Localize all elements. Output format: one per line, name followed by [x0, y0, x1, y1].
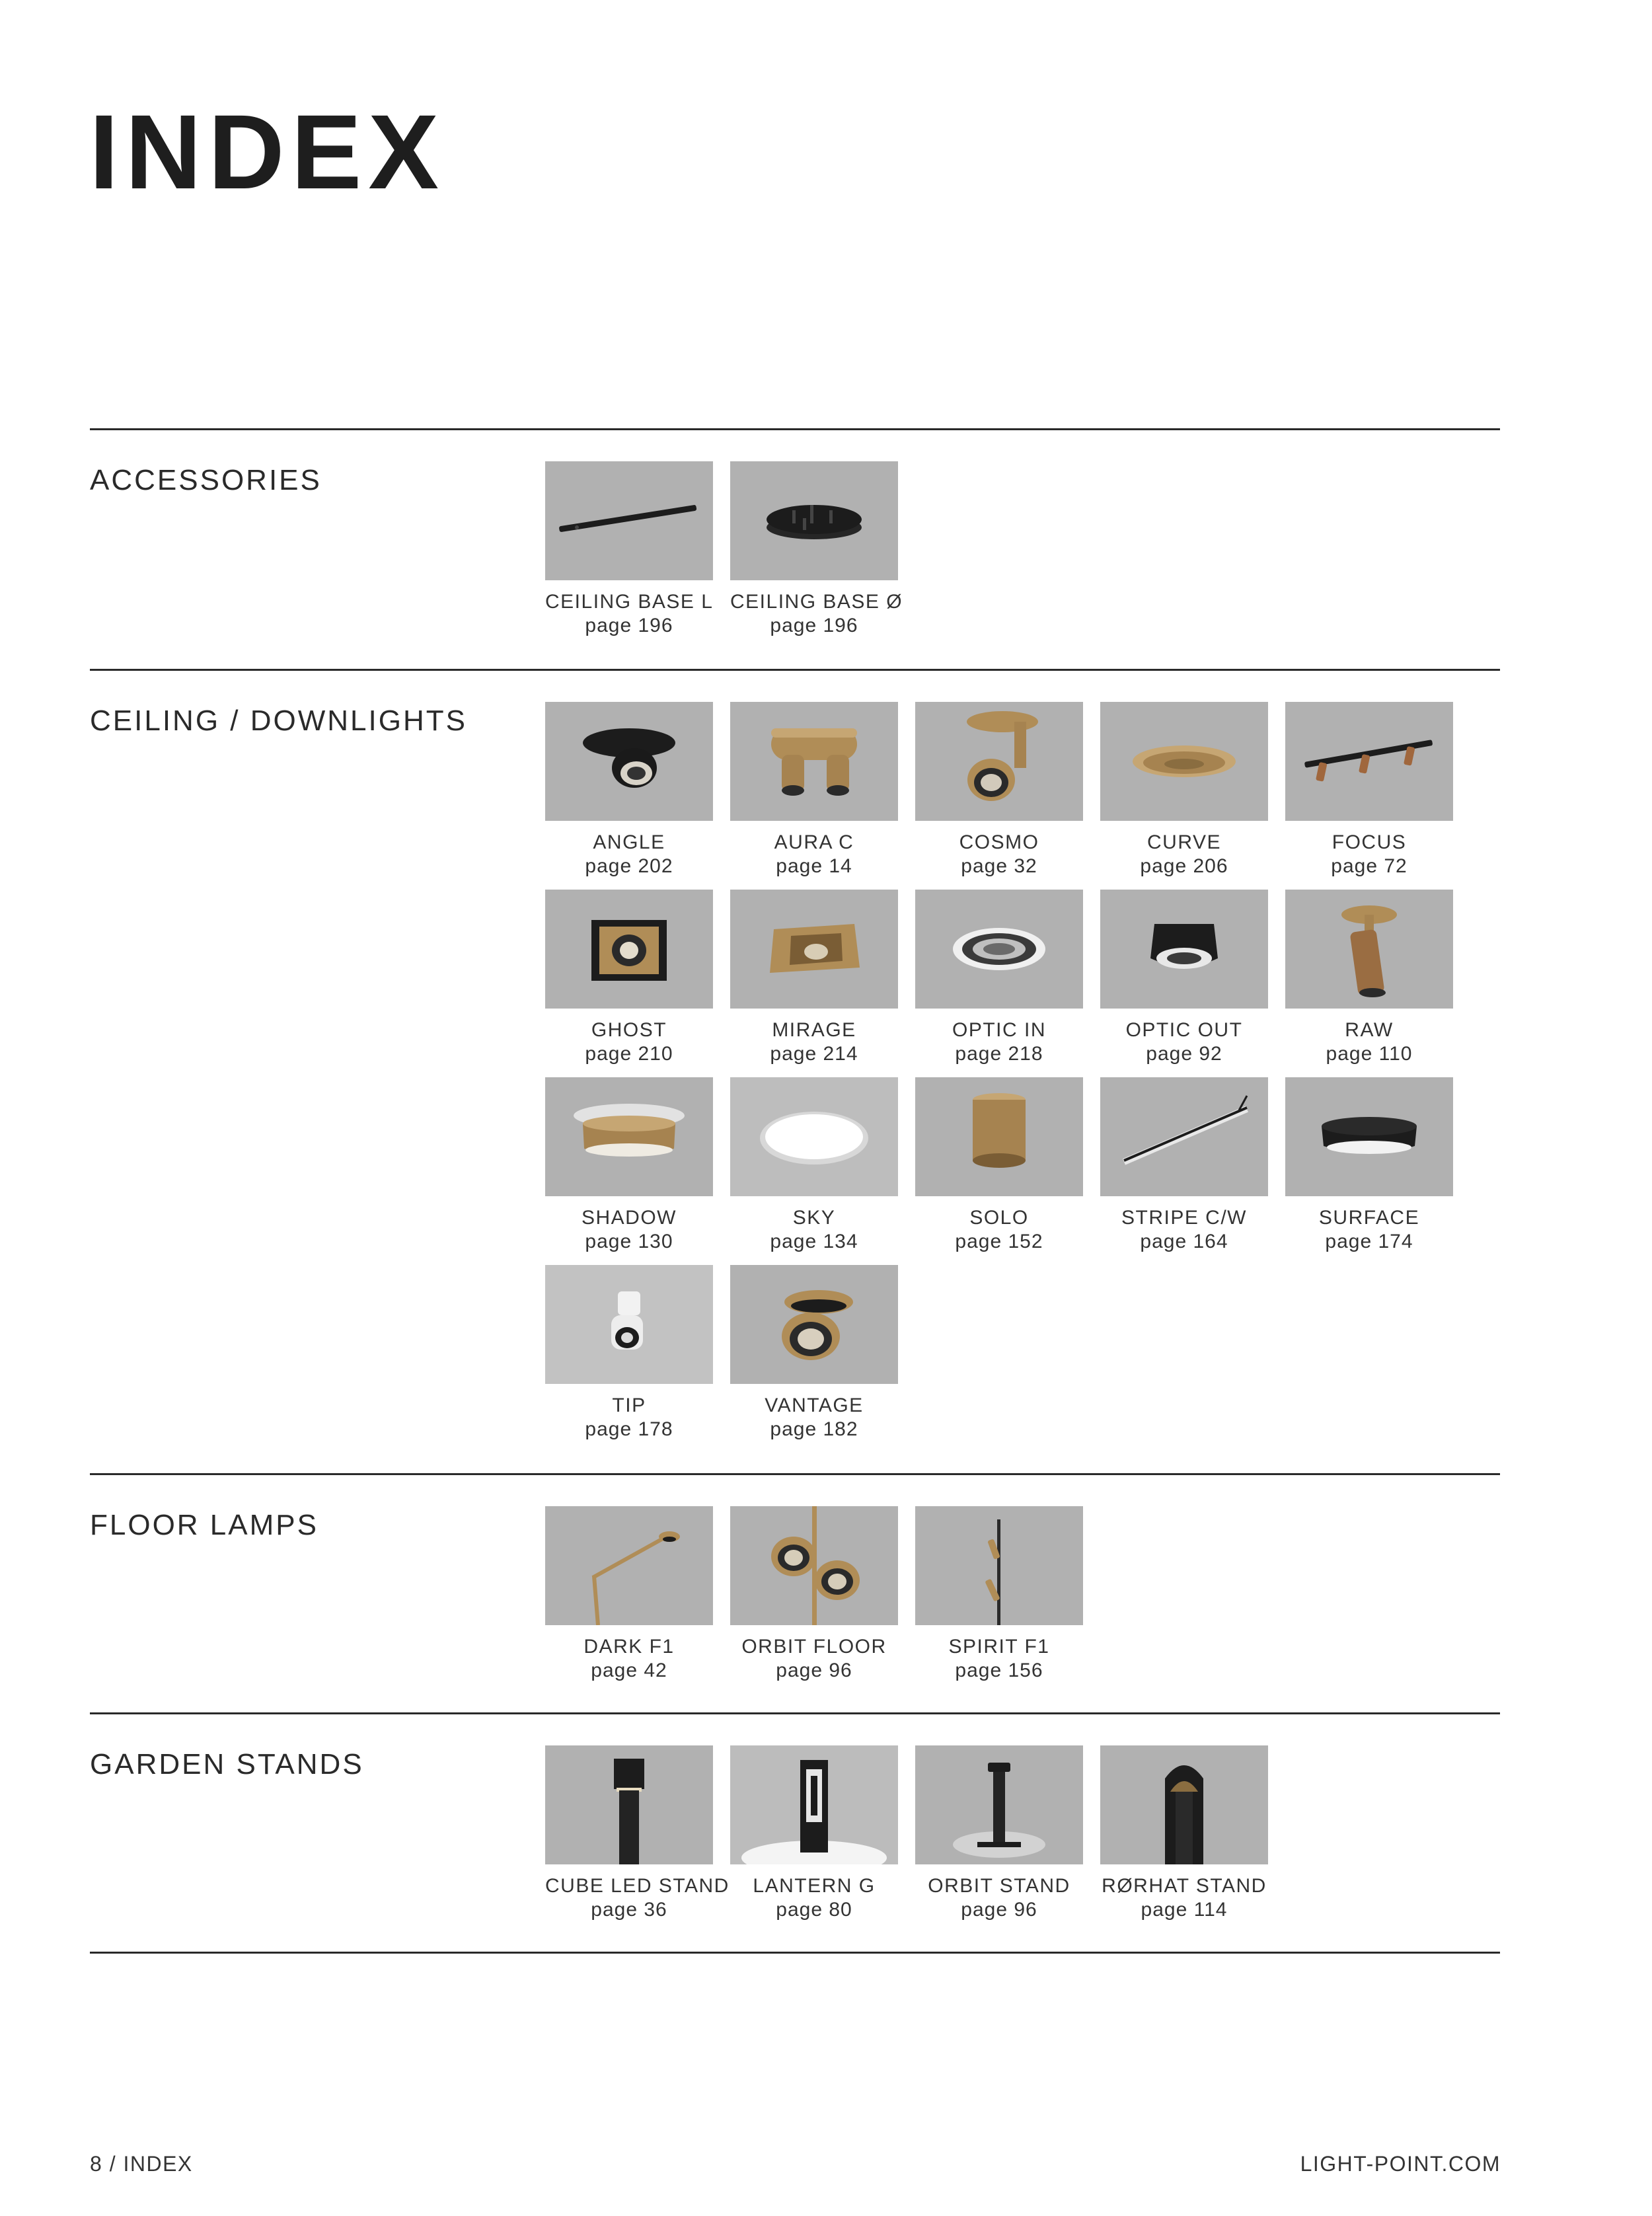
optic-out-lamp-icon — [1100, 890, 1268, 1009]
ceiling-base-l-icon — [545, 461, 713, 580]
product-name: OPTIC OUT — [1125, 1019, 1243, 1041]
product-page: page 80 — [776, 1899, 852, 1921]
product-name: SURFACE — [1318, 1207, 1420, 1229]
page-title: INDEX — [89, 93, 445, 211]
product-thumbnail — [1100, 1745, 1268, 1864]
raw-lamp-icon — [1285, 890, 1453, 1009]
product-name: SPIRIT F1 — [948, 1636, 1050, 1658]
product-thumbnail — [915, 1077, 1083, 1196]
product-page: page 14 — [776, 855, 852, 877]
product-tile[interactable] — [1100, 1077, 1268, 1254]
product-thumbnail — [1100, 702, 1268, 821]
section-title-ceiling-downlights: CEILING / DOWNLIGHTS — [90, 705, 467, 737]
product-name: GHOST — [591, 1019, 667, 1041]
ghost-lamp-icon — [545, 890, 713, 1009]
product-name: DARK F1 — [583, 1636, 675, 1658]
product-tile[interactable] — [730, 1506, 898, 1683]
product-page: page 36 — [591, 1899, 667, 1921]
surface-lamp-icon — [1285, 1077, 1453, 1196]
product-thumbnail — [1285, 1077, 1453, 1196]
optic-in-lamp-icon — [915, 890, 1083, 1009]
product-page: page 156 — [955, 1660, 1043, 1681]
mirage-lamp-icon — [730, 890, 898, 1009]
product-thumbnail — [1285, 890, 1453, 1009]
product-tile[interactable] — [545, 702, 713, 878]
sky-lamp-icon — [730, 1077, 898, 1196]
product-name: STRIPE C/W — [1121, 1207, 1247, 1229]
product-name: OPTIC IN — [952, 1019, 1046, 1041]
product-page: page 178 — [585, 1418, 673, 1440]
curve-lamp-icon — [1100, 702, 1268, 821]
product-tile[interactable] — [915, 702, 1083, 878]
product-page: page 152 — [955, 1231, 1043, 1252]
product-thumbnail — [915, 1745, 1083, 1864]
product-page: page 32 — [961, 855, 1037, 877]
product-thumbnail — [545, 702, 713, 821]
section-divider — [90, 1952, 1500, 1954]
product-name: RØRHAT STAND — [1102, 1875, 1267, 1897]
cosmo-lamp-icon — [915, 702, 1083, 821]
cube-led-stand-icon — [545, 1745, 713, 1864]
section-divider — [90, 428, 1500, 430]
product-thumbnail — [730, 1077, 898, 1196]
product-page: page 72 — [1331, 855, 1408, 877]
product-page: page 202 — [585, 855, 673, 877]
product-tile[interactable] — [545, 1745, 730, 1922]
vantage-lamp-icon — [730, 1265, 898, 1384]
product-thumbnail — [730, 890, 898, 1009]
product-tile[interactable] — [730, 1265, 898, 1441]
product-thumbnail — [545, 890, 713, 1009]
product-thumbnail — [545, 461, 713, 580]
product-thumbnail — [545, 1506, 713, 1625]
product-name: CEILING BASE L — [545, 591, 714, 613]
product-thumbnail — [545, 1265, 713, 1384]
ceiling-base-round-icon — [730, 461, 898, 580]
product-tile[interactable] — [545, 890, 713, 1066]
product-thumbnail — [915, 702, 1083, 821]
product-page: page 164 — [1140, 1231, 1228, 1252]
product-name: CEILING BASE Ø — [730, 591, 903, 613]
product-tile[interactable] — [1100, 890, 1268, 1066]
tip-lamp-icon — [545, 1265, 713, 1384]
product-tile[interactable] — [730, 1077, 898, 1254]
section-title-accessories: ACCESSORIES — [90, 464, 322, 496]
dark-f1-lamp-icon — [545, 1506, 713, 1625]
product-name: CURVE — [1147, 831, 1221, 853]
product-tile[interactable] — [915, 890, 1083, 1066]
product-name: FOCUS — [1332, 831, 1407, 853]
product-tile[interactable] — [1285, 1077, 1453, 1254]
aura-c-lamp-icon — [730, 702, 898, 821]
product-page: page 42 — [591, 1660, 667, 1681]
product-page: page 134 — [770, 1231, 858, 1252]
product-tile[interactable] — [730, 1745, 898, 1922]
product-tile[interactable] — [1100, 1745, 1268, 1922]
product-page: page 196 — [770, 615, 858, 636]
product-page: page 110 — [1326, 1043, 1413, 1065]
product-name: ANGLE — [593, 831, 665, 853]
product-tile[interactable] — [915, 1077, 1083, 1254]
orbit-stand-icon — [915, 1745, 1083, 1864]
product-name: RAW — [1345, 1019, 1394, 1041]
product-name: MIRAGE — [772, 1019, 856, 1041]
product-tile[interactable] — [545, 461, 713, 638]
product-tile[interactable] — [545, 1265, 713, 1441]
product-tile[interactable] — [1285, 890, 1453, 1066]
product-tile[interactable] — [1100, 702, 1268, 878]
product-thumbnail — [1100, 890, 1268, 1009]
product-tile[interactable] — [915, 1506, 1083, 1683]
solo-lamp-icon — [915, 1077, 1083, 1196]
lantern-g-icon — [730, 1745, 898, 1864]
product-thumbnail — [1285, 702, 1453, 821]
product-thumbnail — [915, 890, 1083, 1009]
product-thumbnail — [1100, 1077, 1268, 1196]
product-name: ORBIT FLOOR — [741, 1636, 887, 1658]
product-tile[interactable] — [545, 1077, 713, 1254]
product-page: page 96 — [776, 1660, 852, 1681]
product-thumbnail — [730, 702, 898, 821]
product-tile[interactable] — [730, 702, 898, 878]
product-page: page 96 — [961, 1899, 1037, 1921]
section-title-floor-lamps: FLOOR LAMPS — [90, 1509, 319, 1541]
product-name: AURA C — [774, 831, 854, 853]
product-thumbnail — [730, 461, 898, 580]
product-page: page 206 — [1140, 855, 1228, 877]
product-page: page 130 — [585, 1231, 673, 1252]
footer-page-number: 8 / INDEX — [90, 2152, 193, 2176]
product-tile[interactable] — [915, 1745, 1083, 1922]
product-name: CUBE LED STAND — [545, 1875, 730, 1897]
product-name: SKY — [792, 1207, 836, 1229]
footer-website[interactable]: LIGHT-POINT.COM — [1300, 2152, 1501, 2176]
product-name: SHADOW — [582, 1207, 677, 1229]
product-page: page 210 — [585, 1043, 673, 1065]
product-page: page 174 — [1325, 1231, 1413, 1252]
product-tile[interactable] — [1285, 702, 1453, 878]
product-tile[interactable] — [545, 1506, 713, 1683]
section-divider — [90, 669, 1500, 671]
product-thumbnail — [545, 1745, 713, 1864]
product-page: page 182 — [770, 1418, 858, 1440]
product-thumbnail — [730, 1506, 898, 1625]
product-name: LANTERN G — [753, 1875, 876, 1897]
section-divider — [90, 1712, 1500, 1714]
product-page: page 196 — [585, 615, 673, 636]
orbit-floor-lamp-icon — [730, 1506, 898, 1625]
spirit-f1-lamp-icon — [915, 1506, 1083, 1625]
product-page: page 214 — [770, 1043, 858, 1065]
product-thumbnail — [730, 1265, 898, 1384]
product-name: TIP — [612, 1395, 646, 1416]
rorhat-stand-icon — [1100, 1745, 1268, 1864]
product-page: page 114 — [1141, 1899, 1228, 1921]
stripe-lamp-icon — [1100, 1077, 1268, 1196]
product-thumbnail — [545, 1077, 713, 1196]
focus-lamp-icon — [1285, 702, 1453, 821]
product-tile[interactable] — [730, 461, 903, 638]
product-page: page 92 — [1146, 1043, 1222, 1065]
product-name: VANTAGE — [765, 1395, 864, 1416]
section-title-garden-stands: GARDEN STANDS — [90, 1748, 364, 1780]
section-divider — [90, 1473, 1500, 1475]
angle-lamp-icon — [545, 702, 713, 821]
product-name: COSMO — [959, 831, 1039, 853]
product-name: SOLO — [969, 1207, 1029, 1229]
shadow-lamp-icon — [545, 1077, 713, 1196]
product-thumbnail — [730, 1745, 898, 1864]
product-thumbnail — [915, 1506, 1083, 1625]
product-name: ORBIT STAND — [928, 1875, 1070, 1897]
product-tile[interactable] — [730, 890, 898, 1066]
product-page: page 218 — [955, 1043, 1043, 1065]
